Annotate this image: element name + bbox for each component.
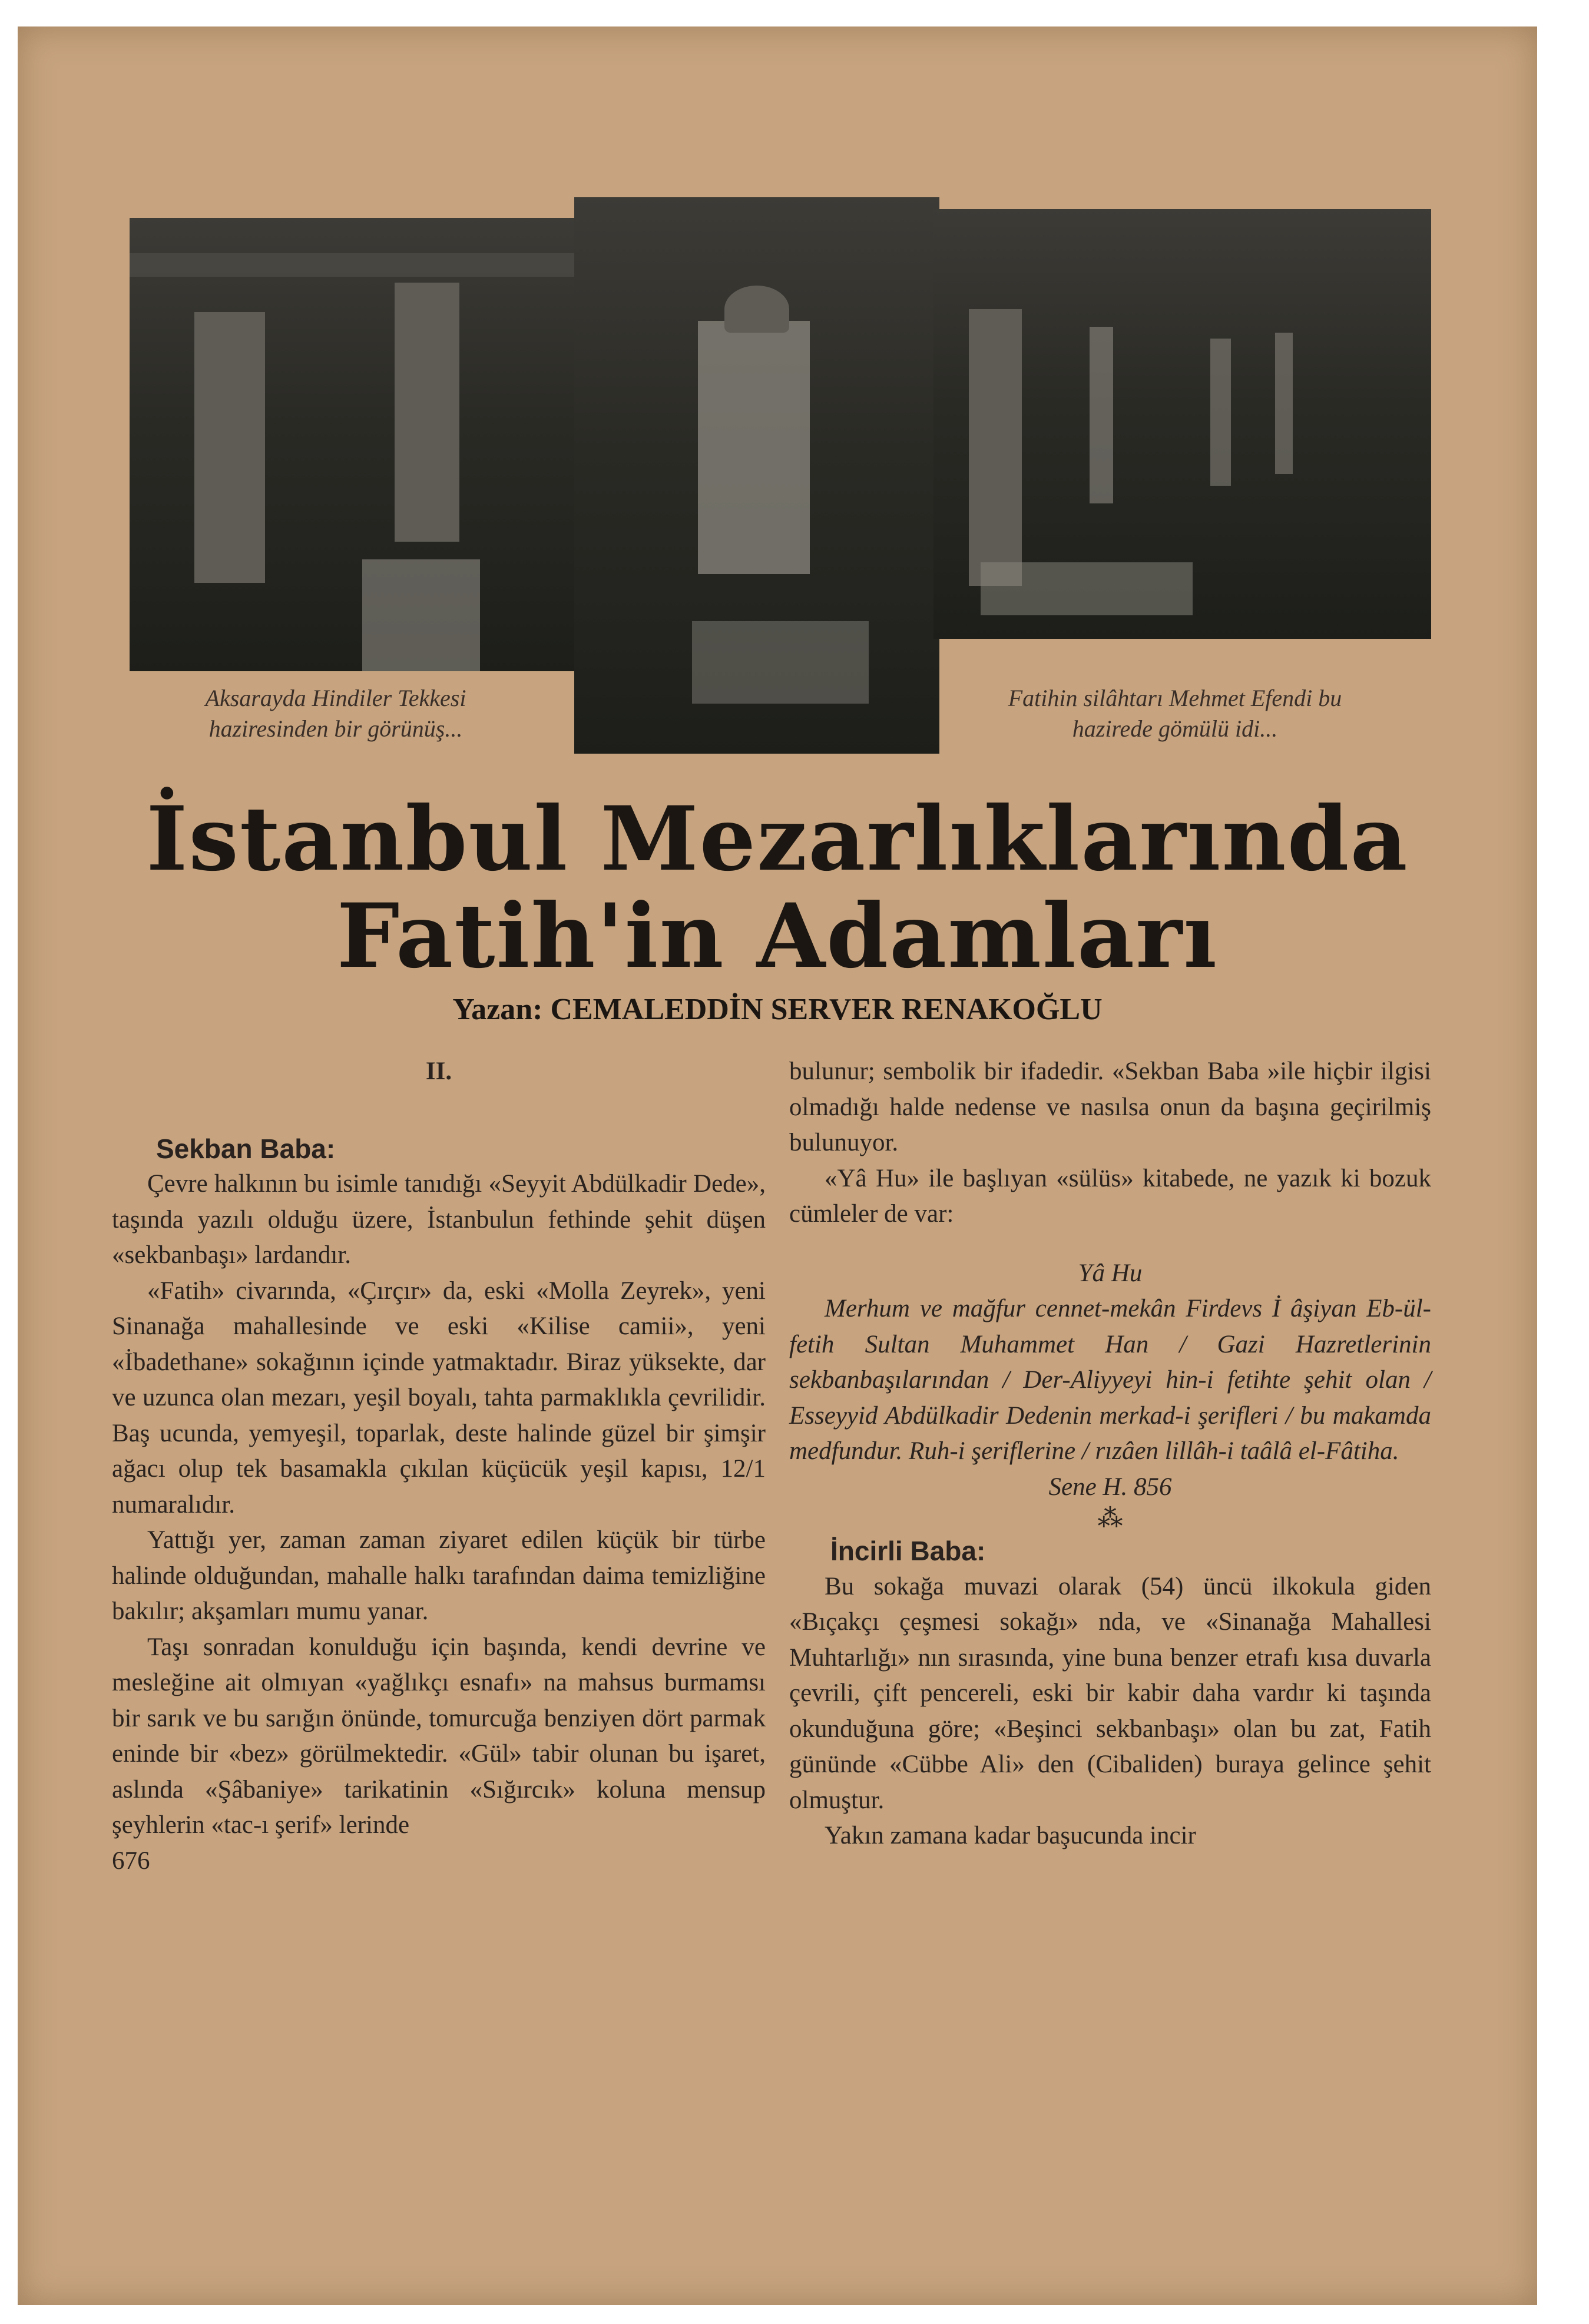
photo-right bbox=[933, 209, 1431, 639]
right-column bbox=[789, 1054, 1431, 1854]
byline: Yazan: CEMALEDDİN SERVER RENAKOĞLU bbox=[452, 993, 1103, 1026]
section-heading-sekban: Sekban Baba: bbox=[156, 1133, 336, 1164]
page-title-line2: Fatih'in Adamları bbox=[336, 884, 1219, 988]
section-heading-incirli: İncirli Baba: bbox=[830, 1536, 986, 1566]
caption-right: Fatihin silâhtarı Mehmet Efendi bu hazirede gömülü idi... bbox=[1008, 685, 1342, 742]
inscription-title: Yâ Hu bbox=[1078, 1259, 1143, 1287]
left-column bbox=[112, 1054, 766, 1879]
page-number: 676 bbox=[112, 1846, 150, 1875]
caption-left: Aksarayda Hindiler Tekkesi haziresinden bir görünüş... bbox=[205, 685, 466, 742]
page-title-line1: İstanbul Mezarlıklarında bbox=[146, 787, 1409, 891]
section-separator: ⁂ bbox=[1097, 1505, 1123, 1533]
newspaper-page bbox=[18, 26, 1537, 2305]
section-number: II. bbox=[425, 1057, 452, 1085]
paragraph: «Yâ Hu» ile başlıyan «sülüs» kitabede, ne yazık ki bozuk cümleler de var: bbox=[789, 1164, 1431, 1228]
paragraph: Bu sokağa muvazi olarak (54) üncü ilkokula giden «Bıçakçı çeşmesi sokağı» nda, ve «Sinanağa Mahallesi Muhtarlığı» nın sırasında, yine buna benzer etrafı kısa duvarla çevrili, çift pencereli, eski bir kabir daha vardır ki taşında okunduğuna göre; «Beşinci sekbanbaşı» olan bu zat, Fatih gününde «Cübbe Ali» den (Cibaliden) buraya gelince şehit olmuştur. bbox=[789, 1572, 1431, 1814]
paragraph: Taşı sonradan konulduğu için başında, kendi devrine ve mesleğine ait olmıyan «yağlıkçı esnafı» na mahsus burmamsı bir sarık ve bu sarığın önünde, tomurcuğa benziyen dört parmak eninde bir «bez» görülmektedir. «Gül» tabir olunan bu işaret, aslında «Şâbaniye» tarikatinin «Sığırcık» koluna mensup şeyhlerin «tac-ı şerif» lerinde bbox=[112, 1633, 766, 1839]
paragraph: Çevre halkının bu isimle tanıdığı «Seyyit Abdülkadir Dede», taşında yazılı olduğu üzere, İstanbulun fethinde şehit düşen «sekbanbaşı» lardandır. bbox=[112, 1170, 766, 1269]
paragraph: «Fatih» civarında, «Çırçır» da, eski «Molla Zeyrek», yeni Sinanağa mahallesinde ve eski «Kilise camii», yeni «İbadethane» sokağının içinde yatmaktadır. Biraz yüksekte, dar ve uzunca olan mezarı, yeşil boyalı, tahta parmaklıkla çevrilidir. Baş ucunda, yemyeşil, toparlak, deste halinde güzel bir şimşir ağacı olup tek basamakla çıkılan küçücük yeşil kapısı, 12/1 numaralıdır. bbox=[112, 1277, 766, 1519]
inscription-text: Merhum ve mağfur cennet-mekân Firdevs İ âşiyan Eb-ül-fetih Sultan Muhammet Han / Gazi Hazretlerinin sekbanbaşılarından / Der-Aliyyeyi hin-i fetihte şehit olan / Esseyyid Abdülkadir Dedenin merkad-i şerifleri / bu makamda medfundur. Ruh-i şeriflerine / rızâen lillâh-i taâlâ el-Fâtiha. bbox=[789, 1295, 1431, 1465]
paragraph: Yattığı yer, zaman zaman ziyaret edilen küçük bir türbe halinde olduğundan, mahalle halkı tarafından daima temizliğine bakılır; akşamları mumu yanar. bbox=[112, 1526, 766, 1625]
paragraph: bulunur; sembolik bir ifadedir. «Sekban Baba »ile hiçbir ilgisi olmadığı halde nedense ve nasılsa onun da başına geçirilmiş bulunuyor. bbox=[789, 1057, 1431, 1156]
photo-center bbox=[574, 197, 939, 754]
paragraph: Yakın zamana kadar başucunda incir bbox=[825, 1822, 1196, 1849]
photo-left bbox=[130, 218, 601, 671]
inscription-year: Sene H. 856 bbox=[1048, 1473, 1172, 1501]
